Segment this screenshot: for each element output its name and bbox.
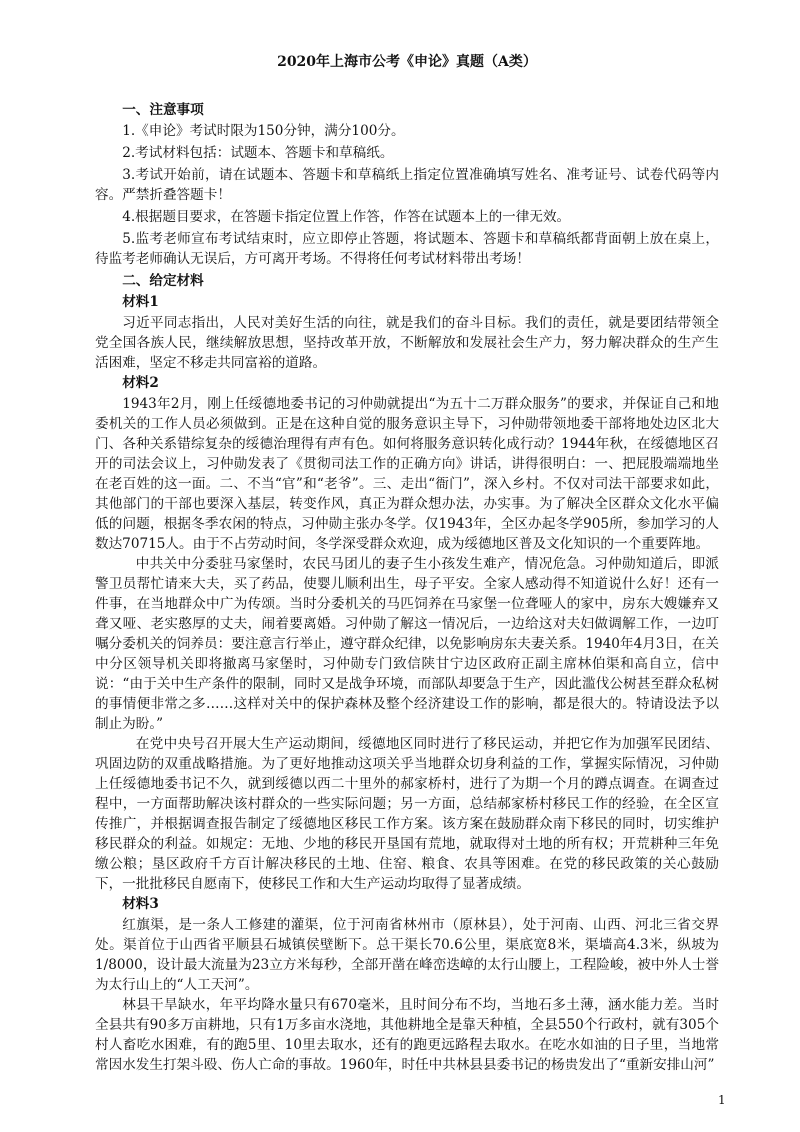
material-3-paragraph: 林县干旱缺水，年平均降水量只有670毫米，且时间分布不均，当地石多土薄，涵水能力差。当时全县共有90多万亩耕地，只有1万多亩水浇地，其他耕地全是靠天种植，全县550个行政村，就有305个村人畜吃水困难，有的跑5里、10里去取水，还有的跑更远路程去取水。在吃水如油的日子里，当地常常因水发生打架斗殴、伤人亡命的事故。1960年，时任中共林县县委书记的杨贵发出了“重新安排山河”: [95, 997, 719, 1073]
material-3-paragraph: 红旗渠，是一条人工修建的灌渠，位于河南省林州市（原林县），处于河南、山西、河北三省交界处。渠首位于山西省平顺县石城镇侯壁断下。总干渠长70.6公里，渠底宽8米，渠墙高4.3米，纵坡为1/8000，设计最大流量为23立方米每秒，全部开凿在峰峦迭嶂的太行山腰上，工程险峻，被中外人士誉为太行山上的“人工天河”。: [95, 917, 719, 993]
notice-item: 2.考试材料包括：试题本、答题卡和草稿纸。: [122, 145, 394, 161]
notice-item: 1.《申论》考试时限为150分钟，满分100分。: [122, 123, 405, 139]
materials-heading: 二、给定材料: [122, 273, 204, 289]
material-2-paragraph: 中共关中分委驻马家堡时，农民马团儿的妻子生小孩发生难产，情况危急。习仲勋知道后，即派警卫员帮忙请来大夫，买了药品，使婴儿顺利出生，母子平安。全家人感动得不知道说什么好！还有一件事，在当地群众中广为传颂。当时分委机关的马匹饲养在马家堡一位聋哑人的家中，房东大嫂嫌弃又聋又哑、老实憨厚的丈夫，闹着要离婚。习仲勋了解这一情况后，一边给这对夫妇做调解工作，一边叮嘱分委机关的饲养员：要注意言行举止，遵守群众纪律，以免影响房东夫妻关系。1940年4月3日，在关中分区领导机关即将撤离马家堡时，习仲勋专门致信陕甘宁边区政府正副主席林伯渠和高自立，信中说：“由于关中生产条件的限制，同时又是战争环境，而部队却要急于生产，因此滥伐公树甚至群众私树的事情便非常之多……这样对关中的保护森林及整个经济建设工作的影响，都是很大的。特请设法予以制止为盼。”: [95, 556, 719, 732]
document-body: [95, 52, 719, 1075]
material-2-label: 材料2: [122, 375, 159, 391]
material-2-paragraph: 在党中央号召开展大生产运动期间，绥德地区同时进行了移民运动，并把它作为加强军民团结、巩固边防的双重战略措施。为了更好地推动这项关乎当地群众切身利益的工作，掌握实际情况，习仲勋上任绥德地委书记不久，就到绥德以西二十里外的郝家桥村，进行了为期一个月的蹲点调查。在调查过程中，一方面帮助解决该村群众的一些实际问题；另一方面，总结郝家桥村移民工作的经验，在全区宣传推广，并根据调查报告制定了绥德地区移民工作方案。该方案在鼓励群众南下移民的同时，切实维护移民群众的利益。如规定：无地、少地的移民开垦国有荒地，就取得对土地的所有权；开荒耕种三年免缴公粮；垦区政府千方百计解决移民的土地、住窑、粮食、农具等困难。在党的移民政策的关心鼓励下，一批批移民自愿南下，使移民工作和大生产运动均取得了显著成绩。: [95, 736, 719, 892]
material-1-paragraph: 习近平同志指出，人民对美好生活的向往，就是我们的奋斗目标。我们的责任，就是要团结带领全党全国各族人民，继续解放思想，坚持改革开放，不断解放和发展社会生产力，努力解决群众的生产生活困难，坚定不移走共同富裕的道路。: [95, 315, 719, 371]
notice-item: 3.考试开始前，请在试题本、答题卡和草稿纸上指定位置准确填写姓名、准考证号、试卷代码等内容。严禁折叠答题卡！: [95, 167, 719, 203]
material-1-label: 材料1: [122, 294, 159, 310]
page-title: 2020年上海市公考《申论》真题（A类）: [277, 54, 537, 70]
page-number: 1: [718, 1093, 726, 1107]
material-3-label: 材料3: [122, 896, 159, 912]
notice-item: 5.监考老师宣布考试结束时，应立即停止答题，将试题本、答题卡和草稿纸都背面朝上放在桌上，待监考老师确认无误后，方可离开考场。不得将任何考试材料带出考场！: [95, 231, 719, 267]
notice-item: 4.根据题目要求，在答题卡指定位置上作答，作答在试题本上的一律无效。: [122, 209, 571, 225]
notice-heading: 一、注意事项: [122, 102, 204, 118]
material-2-paragraph: 1943年2月，刚上任绥德地委书记的习仲勋就提出“为五十二万群众服务”的要求，并保证自己和地委机关的工作人员必须做到。正是在这种自觉的服务意识主导下，习仲勋带领地委干部将地处边区北大门、各种关系错综复杂的绥德治理得有声有色。如何将服务意识转化成行动？1944年秋，在绥德地区召开的司法会议上，习仲勋发表了《贯彻司法工作的正确方向》讲话，讲得很明白：一、把屁股端端地坐在老百姓的这一面。二、不当“官”和“老爷”。三、走出“衙门”，深入乡村。不仅对司法干部要求如此，其他部门的干部也要深入基层，转变作风，真正为群众想办法，办实事。为了解决全区群众文化水平偏低的问题，根据冬季农闲的特点，习仲勋主张办冬学。仅1943年，全区办起冬学905所，参加学习的人数达70715人。由于不占劳动时间，冬学深受群众欢迎，成为绥德地区普及文化知识的一个重要阵地。: [95, 396, 719, 552]
